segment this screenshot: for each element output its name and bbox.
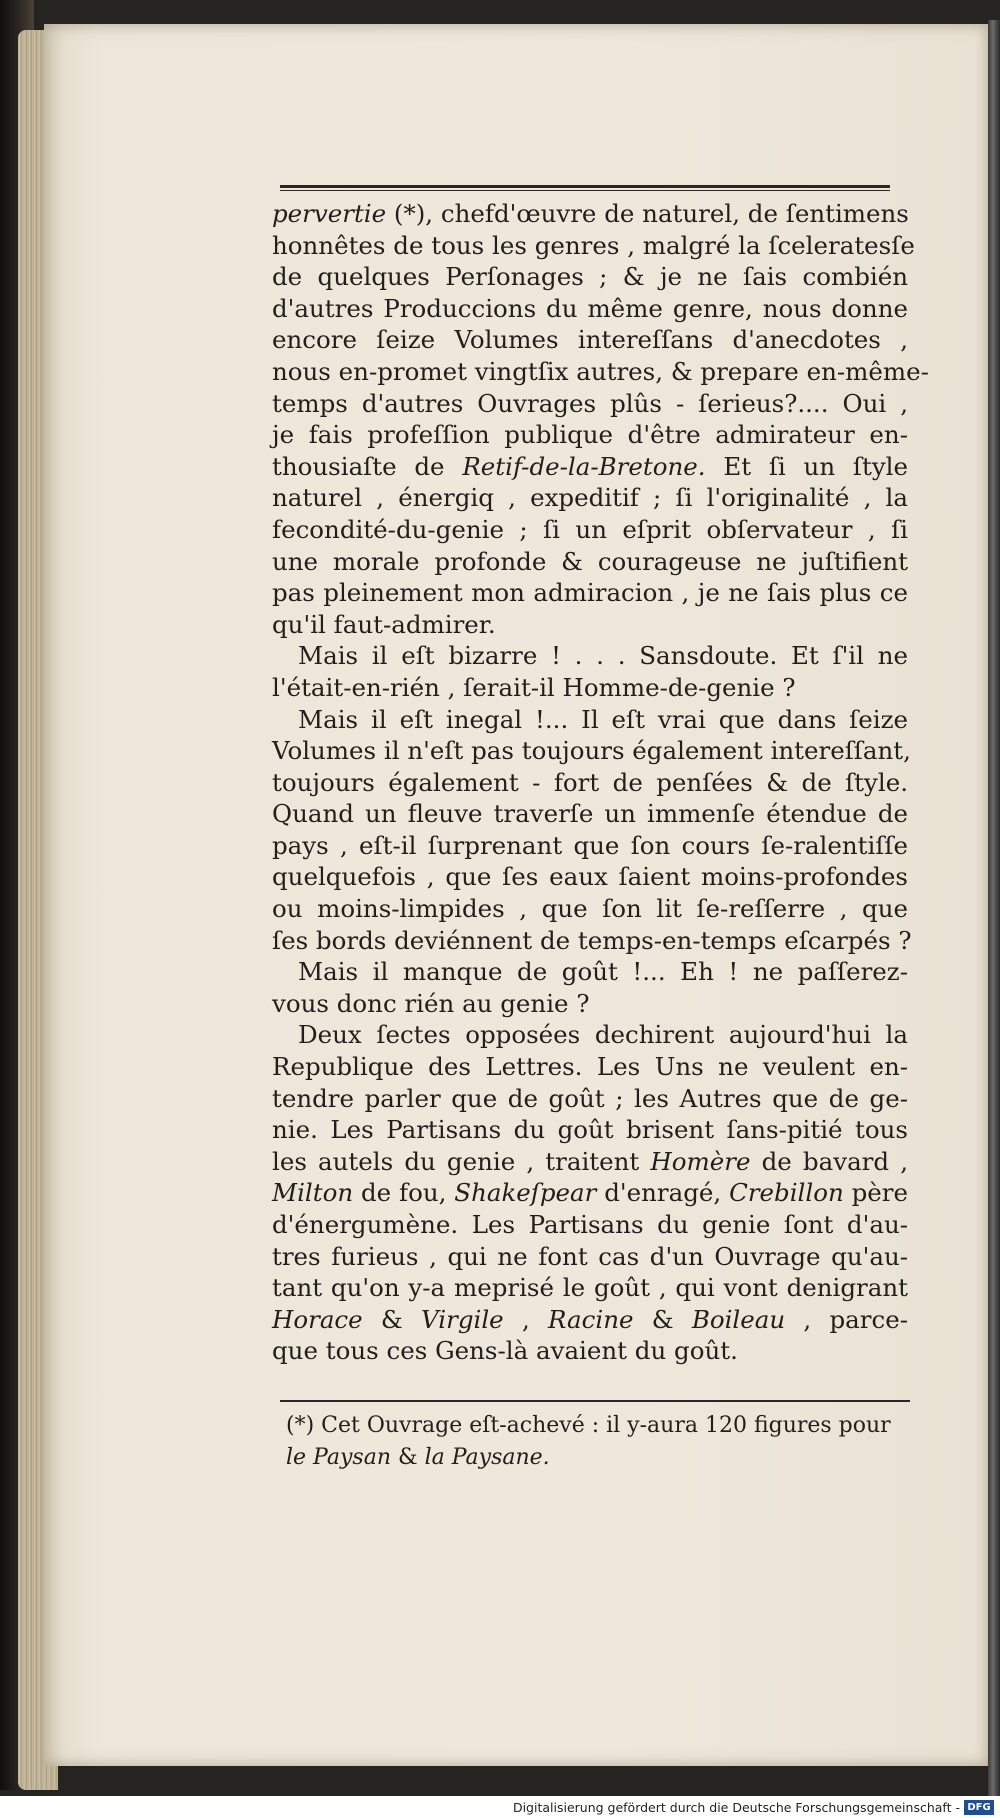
body-text: , parce-	[785, 1304, 908, 1334]
body-text: les autels du genie , traitent	[272, 1146, 651, 1176]
body-italic-text: Racine	[548, 1304, 634, 1334]
body-text: Volumes il n'eſt pas toujours également intereſſant,	[272, 736, 911, 766]
body-text: Mais il eſt inegal !... Il eſt vrai que dans ſeize	[298, 704, 908, 734]
body-line	[272, 577, 908, 609]
body-line	[272, 1272, 908, 1304]
body-text: Mais il manque de goût !... Eh ! ne paſſerez-	[298, 957, 908, 987]
body-line	[272, 293, 908, 325]
body-line	[272, 451, 908, 483]
body-text: ou moins-limpides , que ſon lit ſe-reſſerre , que	[272, 894, 908, 924]
footnote-rule	[280, 1400, 910, 1402]
body-line	[272, 546, 908, 578]
body-text: d'autres Produccions du même genre, nous donne	[272, 293, 908, 323]
body-text: vous donc rién au genie ?	[272, 988, 590, 1018]
footnote-line	[286, 1442, 916, 1474]
body-line	[272, 767, 908, 799]
body-line	[272, 609, 908, 641]
body-line	[272, 1083, 908, 1115]
footnote	[286, 1410, 916, 1474]
footnote-line	[286, 1410, 916, 1442]
body-text: ſes bords deviénnent de temps-en-temps eſcarpés ?	[272, 925, 912, 955]
footnote-text: (*) Cet Ouvrage eſt-achevé : il y-aura 120 figures pour	[286, 1413, 891, 1438]
body-text	[272, 198, 929, 1367]
body-italic-text: Crebillon	[729, 1178, 844, 1208]
body-line	[272, 798, 908, 830]
body-text: toujours également - fort de penſées & de ſtyle.	[272, 767, 908, 797]
credit-bar	[0, 1796, 1000, 1818]
body-italic-text: Homère	[650, 1146, 751, 1176]
body-text: Deux ſectes opposées dechirent aujourd'hui la	[298, 1020, 908, 1050]
body-text: de bavard ,	[750, 1146, 908, 1176]
body-text: tant qu'on y-a meprisé le goût , qui vont denigrant	[272, 1273, 908, 1303]
body-text: d'énergumène. Les Partisans du genie ſont d'au-	[272, 1210, 908, 1239]
body-line	[272, 356, 929, 388]
body-text: honnêtes de tous les genres , malgré la ſceleratesſe	[272, 230, 915, 260]
body-text: d'enragé,	[596, 1178, 730, 1208]
body-italic-text: Boileau	[691, 1304, 786, 1334]
body-line	[272, 419, 908, 451]
header-rule	[280, 185, 890, 188]
body-text: de quelques Perſonages ; & je ne ſais combién	[272, 262, 908, 292]
body-text: encore ſeize Volumes intereſſans d'anecdotes ,	[272, 325, 908, 355]
body-text: nie. Les Partisans du goût brisent ſans-pitié tous	[272, 1115, 908, 1145]
body-line	[272, 261, 908, 293]
body-line	[272, 324, 908, 356]
body-line	[272, 1114, 908, 1146]
body-line	[272, 482, 908, 514]
body-text: Mais il eſt bizarre ! . . . Sansdoute. Et ſ'il ne	[298, 641, 908, 671]
body-text: pas pleinement mon admiracion , je ne ſais plus ce	[272, 578, 908, 608]
body-line	[272, 230, 915, 262]
body-italic-text: Retif-de-la-Bretone.	[462, 451, 706, 481]
body-text: pays , eſt-il ſurprenant que ſon cours ſe-ralentiſſe	[272, 830, 908, 860]
body-line	[272, 198, 908, 230]
body-text: tendre parler que de goût ; les Autres que de ge-	[272, 1083, 908, 1113]
body-text: nous en-promet vingtſix autres, & prepare en-même-	[272, 356, 929, 386]
body-line	[272, 830, 908, 862]
page-right-edge	[988, 20, 1000, 1800]
body-italic-text: Shakeſpear	[454, 1178, 597, 1208]
footnote-italic-text: le Paysan	[286, 1445, 391, 1470]
body-line	[272, 1177, 908, 1209]
body-line	[272, 1209, 908, 1241]
body-line	[272, 925, 912, 957]
body-line	[272, 988, 908, 1020]
body-line	[272, 388, 908, 420]
body-italic-text: Virgile	[421, 1304, 504, 1334]
footnote-text: &	[390, 1445, 425, 1470]
body-line	[272, 514, 908, 546]
body-line	[272, 640, 908, 672]
body-text: que tous ces Gens-là avaient du goût.	[272, 1336, 738, 1366]
body-text: de fou,	[353, 1178, 455, 1208]
body-text: Republique des Lettres. Les Uns ne veulent en-	[272, 1052, 908, 1082]
body-italic-text: Milton	[272, 1178, 354, 1208]
body-line	[272, 1335, 908, 1367]
body-italic-text: Horace	[272, 1304, 363, 1334]
credit-text: Digitalisierung gefördert durch die Deutsche Forschungsgemeinschaft -	[512, 1800, 960, 1815]
footnote-italic-text: la Paysane.	[424, 1445, 550, 1470]
body-line	[272, 1304, 908, 1336]
body-text: je fais profeſſion publique d'être admirateur en-	[272, 420, 908, 450]
body-text: naturel , énergiq , expeditif ; ſi l'originalité , la	[272, 483, 908, 513]
body-line	[272, 1241, 908, 1273]
body-line	[272, 1019, 908, 1051]
body-text: temps d'autres Ouvrages plûs - ſerieus?.... Oui ,	[272, 388, 908, 418]
body-text: quelquefois , que ſes eaux ſaient moins-profondes	[272, 862, 908, 892]
body-line	[272, 861, 908, 893]
body-text: (*), chefd'œuvre de naturel, de ſentimens	[386, 199, 909, 228]
body-text: &	[362, 1304, 422, 1334]
body-text: ,	[503, 1304, 549, 1334]
body-text: &	[633, 1304, 692, 1334]
body-text: Quand un fleuve traverſe un immenſe étendue de	[272, 799, 908, 829]
body-text: une morale profonde & courageuse ne juſtifient	[272, 546, 908, 576]
body-text: thousiaſte de	[272, 451, 463, 481]
body-line	[272, 1146, 908, 1178]
body-text: l'était-en-rién , ſerait-il Homme-de-genie ?	[272, 672, 796, 702]
body-line	[272, 735, 911, 767]
body-line	[272, 704, 908, 736]
body-text: Et ſi un ſtyle	[705, 451, 908, 481]
body-text: père	[843, 1178, 909, 1208]
body-text: fecondité-du-genie ; ſi un eſprit obſervateur , ſi	[272, 514, 908, 544]
body-line	[272, 893, 908, 925]
dfg-logo: DFG	[964, 1800, 994, 1815]
body-text: qu'il faut-admirer.	[272, 609, 496, 639]
body-line	[272, 672, 908, 704]
body-line	[272, 1051, 908, 1083]
body-italic-text: pervertie	[272, 199, 387, 228]
body-text: tres furieus , qui ne font cas d'un Ouvrage qu'au-	[272, 1241, 908, 1271]
body-line	[272, 956, 908, 988]
